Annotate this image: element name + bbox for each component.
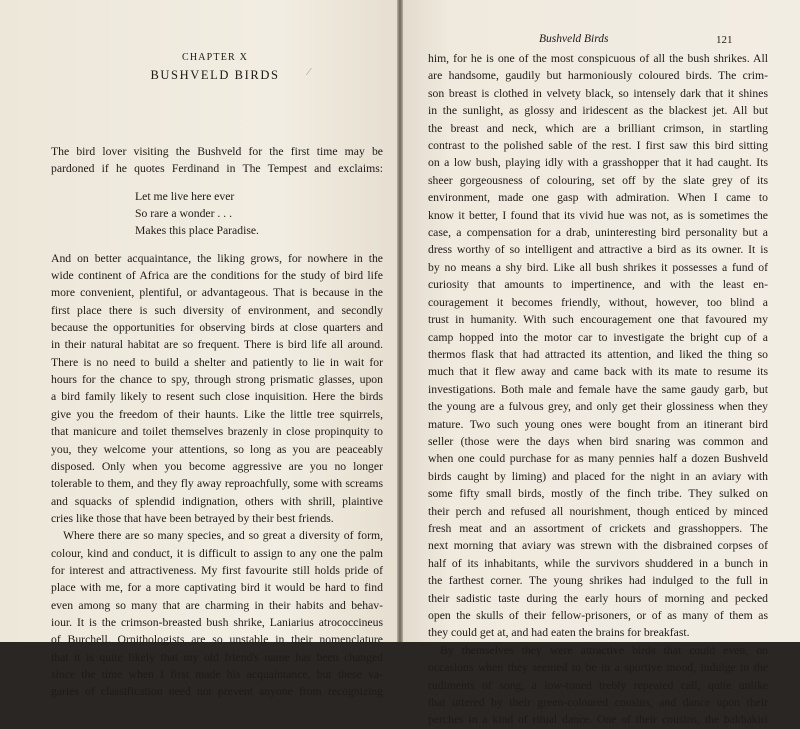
text-line: sheer gorgeousness of colouring, set off by the slate grey of its	[428, 173, 768, 187]
text-line: in the sunlight, as glossy and iridescent as the blackest jet. All but	[428, 104, 768, 118]
text-line: next morning that aviary was strewn with the disbrained corpses of	[428, 539, 768, 553]
text-line: since the time when I first made his acquaintance, but these va-	[51, 667, 383, 681]
text-line: disposed. Only when you become aggressive are you no longer	[51, 459, 383, 473]
text-line: place with me, for a more captivating bird it would be hard to find	[51, 581, 383, 595]
text-line: mature. Two such young ones were bought from an itinerant bird	[428, 417, 768, 431]
text-line: of Burchell. Ornithologists are so unstable in their nomenclature	[51, 633, 383, 647]
text-line: trust in humanity. With such encouragement one that favoured my	[428, 313, 768, 327]
text-line: they could get at, and had eaten the brains for breakfast.	[428, 626, 690, 640]
text-line: birds caught by liming) and placed for the night in an aviary with	[428, 469, 768, 483]
text-line: first place there is such diversity of environment, and secondly	[51, 303, 383, 317]
verse-line: So rare a wonder . . .	[135, 207, 233, 221]
page-number: 121	[716, 34, 733, 46]
text-line: pardoned if he quotes Ferdinand in The Tempest and exclaims:	[51, 162, 383, 176]
right-page-text	[428, 50, 768, 729]
text-line: thermos flask that had attracted its attention, and liked the thing so	[428, 347, 768, 361]
text-line: contrast to the polished sable of the rest. I first saw this bird sitting	[428, 139, 768, 153]
text-line: you, they welcome your attentions, so long as you are peaceably	[51, 442, 383, 456]
text-line: because the opportunities for observing birds at close quarters and	[51, 321, 383, 335]
chapter-title: BUSHVELD BIRDS	[150, 68, 280, 82]
text-line: that uttered by their green-coloured cousins, and dance upon their	[428, 696, 768, 710]
left-page-text	[51, 143, 383, 701]
text-line: dress worthy of so intelligent and attractive a bird as its owner. It is	[428, 243, 768, 257]
text-line: And on better acquaintance, the liking grows, for nowhere in the	[51, 251, 383, 265]
text-line: by no means a shy bird. Like all bush shrikes it possesses a fund of	[428, 260, 768, 274]
text-line: environment, made one gasp with admiration. When I came to	[428, 191, 768, 205]
text-line: iour. It is the crimson-breasted bush shrike, Laniarius atrococcineus	[51, 615, 383, 629]
text-line: There is no need to build a shelter and patiently to lie in wait for	[51, 355, 383, 369]
text-line: half of its inhabitants, while the survivors shuddered in a bunch in	[428, 556, 768, 570]
text-line: son breast is clothed in velvety black, so intensely dark that it shines	[428, 86, 768, 100]
text-line: case, a compensation for a drab, uninteresting bird personality but a	[428, 226, 768, 240]
text-line: By themselves they were attractive birds that could even, on	[440, 643, 768, 657]
text-line: The bird lover visiting the Bushveld for the first time may be	[51, 145, 383, 158]
text-line: couragement it becomes friendly, without, however, too blind a	[428, 295, 768, 309]
text-line: that it is quite likely that my old friend's name has been changed	[51, 650, 383, 664]
verse-line: Makes this place Paradise.	[135, 224, 259, 238]
text-line: in their natural habitat are so frequent. There is bird life all around.	[51, 338, 383, 352]
text-line: their sadistic taste during the early hours of morning and pecked	[428, 591, 768, 605]
text-line: that manicure and toilet themselves brazenly in close propinquity to	[51, 425, 383, 439]
text-line: are handsome, gaudily but harmoniously coloured birds. The crim-	[428, 69, 768, 83]
right-page	[403, 0, 800, 727]
text-line: their perch and refused all nourishment, though enticed by minced	[428, 504, 768, 518]
text-line: and squacks of splendid indignation, others with shrill, plaintive	[51, 494, 383, 508]
text-line: Where there are so many species, and so great a diversity of form,	[63, 529, 383, 543]
text-line: on a low bush, playing idly with a grasshopper that it had caught. Its	[428, 156, 768, 170]
text-line: camp hopped into the motor car to investigate the bright cup of a	[428, 330, 768, 344]
text-line: even among so many that are charming in their habits and behav-	[51, 598, 383, 612]
text-line: occasions when they seemed to be in a sportive mood, indulge in the	[428, 661, 768, 675]
text-line: the young are a fulvous grey, and only get their glossiness when they	[428, 400, 768, 414]
text-line: for interest and attractiveness. My first favourite still holds pride of	[51, 563, 383, 577]
text-line: give you the freedom of their haunts. Like the little tree squirrels,	[51, 407, 383, 421]
text-line: seller (those were the days when bird snaring was common and	[428, 434, 768, 448]
chapter-label: CHAPTER X	[181, 52, 249, 63]
text-line: the breast and neck, which are a brilliant crimson, in startling	[428, 121, 768, 135]
text-line: cries like those that have been betrayed by their best friends.	[51, 511, 334, 525]
pencil-mark: ⁄	[308, 66, 310, 78]
text-line: the farthest corner. The young shrikes had indulged to the full in	[428, 574, 768, 588]
text-line: him, for he is one of the most conspicuous of all the bush shrikes. All	[428, 52, 768, 65]
running-head: Bushveld Birds	[539, 33, 609, 45]
text-line: investigations. Both male and female have the same gaudy garb, but	[428, 382, 768, 396]
text-line: garies of classification need not prevent anyone from recognizing	[51, 685, 383, 699]
text-line: colour, kind and conduct, it is difficult to assign to any one the palm	[51, 546, 383, 560]
text-line: know it better, I found that its vivid hue was not, as is sometimes the	[428, 208, 768, 222]
text-line: perches in a kind of ritual dance. One of their cousins, the bakbakiri	[428, 713, 768, 727]
text-line: fresh meat and an assortment of crickets and grasshoppers. The	[428, 521, 768, 535]
text-line: much that it flew away and came back with its mate to resume its	[428, 365, 768, 379]
text-line: hours for the chance to spy, through strong prismatic glasses, upon	[51, 373, 383, 387]
text-line: tolerable to them, and they fly away reproachfully, some with screams	[51, 477, 383, 491]
text-line: more convenient, plentiful, or advantageous. That is because in the	[51, 286, 383, 300]
text-line: curiosity that amounts to impertinence, and with the least en-	[428, 278, 768, 292]
text-line: rudiments of song, a low-toned trebly repeated call, quite unlike	[428, 678, 768, 692]
text-line: open the skulls of their fellow-prisoners, or of as many of them as	[428, 609, 768, 622]
text-line: some fifty small birds, mostly of the finch tribe. They sulked on	[428, 487, 768, 501]
text-line: wide continent of Africa are the conditions for the study of bird life	[51, 269, 383, 283]
verse-line: Let me live here ever	[135, 189, 235, 203]
text-line: a bird family likely to resent such close inquisition. Here the birds	[51, 390, 383, 404]
left-page	[0, 0, 397, 699]
text-line: when one could purchase for as many pennies half a dozen Bushveld	[428, 452, 768, 466]
